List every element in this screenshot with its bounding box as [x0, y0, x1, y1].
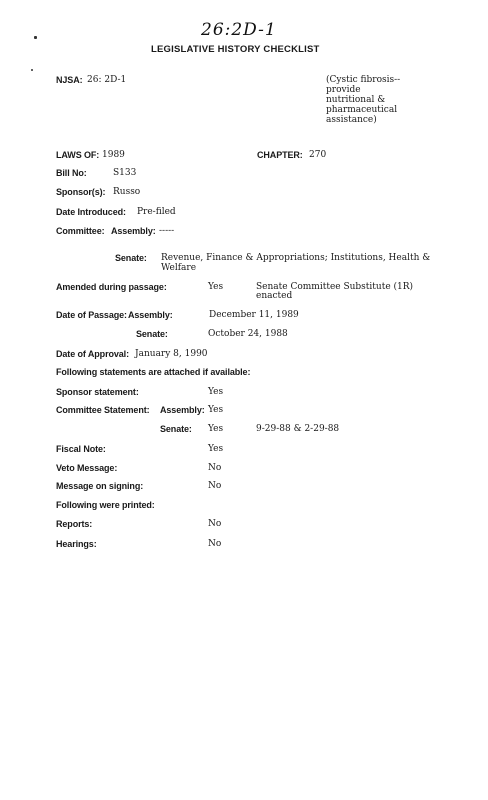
- veto-message-value: No: [208, 463, 222, 473]
- chapter-label: CHAPTER:: [257, 150, 303, 160]
- passage-senate-label: Senate:: [136, 329, 168, 339]
- fiscal-note-label: Fiscal Note:: [56, 444, 106, 454]
- date-introduced-value: Pre-filed: [137, 207, 176, 217]
- date-of-approval-value: January 8, 1990: [135, 349, 208, 359]
- committee-label: Committee:: [56, 226, 105, 236]
- statute-description-line: assistance): [326, 115, 377, 125]
- date-of-approval-label: Date of Approval:: [56, 349, 129, 359]
- committee-senate-label: Senate:: [115, 253, 147, 263]
- message-on-signing-label: Message on signing:: [56, 481, 144, 491]
- sponsor-statement-label: Sponsor statement:: [56, 387, 139, 397]
- laws-of-value: 1989: [102, 150, 125, 160]
- statute-description-line: nutritional &: [326, 95, 386, 105]
- committee-senate-value: Revenue, Finance & Appropriations; Institutions, Health &: [161, 253, 431, 263]
- passage-assembly-label: Assembly:: [128, 310, 173, 320]
- committee-statement-senate-dates: 9-29-88 & 2-29-88: [256, 424, 340, 434]
- statute-description-line: pharmaceutical: [326, 105, 398, 115]
- reports-value: No: [208, 519, 222, 529]
- message-on-signing-value: No: [208, 481, 222, 491]
- amended-label: Amended during passage:: [56, 282, 167, 292]
- hearings-value: No: [208, 539, 222, 549]
- statute-description-line: provide: [326, 85, 361, 95]
- page-title: LEGISLATIVE HISTORY CHECKLIST: [151, 44, 320, 55]
- passage-senate-value: October 24, 1988: [208, 329, 288, 339]
- amended-value: Yes: [208, 282, 224, 292]
- sponsor-statement-value: Yes: [208, 387, 224, 397]
- committee-senate-value-cont: Welfare: [161, 263, 197, 273]
- scan-speck: [34, 36, 37, 39]
- committee-statement-assembly-value: Yes: [208, 405, 224, 415]
- veto-message-label: Veto Message:: [56, 463, 118, 473]
- bill-no-label: Bill No:: [56, 168, 87, 178]
- date-introduced-label: Date Introduced:: [56, 207, 126, 217]
- amended-note: Senate Committee Substitute (1R): [256, 282, 414, 292]
- fiscal-note-value: Yes: [208, 444, 224, 454]
- bill-no-value: S133: [113, 168, 137, 178]
- committee-statement-senate-value: Yes: [208, 424, 224, 434]
- handwritten-reference: 26:2D-1: [201, 20, 277, 40]
- scan-speck: [31, 69, 33, 71]
- reports-label: Reports:: [56, 519, 93, 529]
- committee-statement-senate-label: Senate:: [160, 424, 192, 434]
- hearings-label: Hearings:: [56, 539, 97, 549]
- statute-description-line: (Cystic fibrosis--: [326, 75, 401, 85]
- amended-note-cont: enacted: [256, 291, 293, 301]
- passage-assembly-value: December 11, 1989: [209, 310, 299, 320]
- njsa-label: NJSA:: [56, 75, 83, 85]
- sponsors-value: Russo: [113, 187, 141, 197]
- committee-statement-assembly-label: Assembly:: [160, 405, 205, 415]
- statute-description: [326, 75, 400, 125]
- printed-heading: Following were printed:: [56, 500, 155, 510]
- chapter-value: 270: [309, 150, 327, 160]
- laws-of-label: LAWS OF:: [56, 150, 100, 160]
- date-of-passage-label: Date of Passage:: [56, 310, 127, 320]
- njsa-value: 26: 2D-1: [87, 75, 127, 85]
- sponsors-label: Sponsor(s):: [56, 187, 106, 197]
- committee-statement-label: Committee Statement:: [56, 405, 150, 415]
- statements-heading: Following statements are attached if available:: [56, 367, 251, 377]
- committee-assembly-value: -----: [159, 226, 175, 236]
- committee-assembly-label: Assembly:: [111, 226, 156, 236]
